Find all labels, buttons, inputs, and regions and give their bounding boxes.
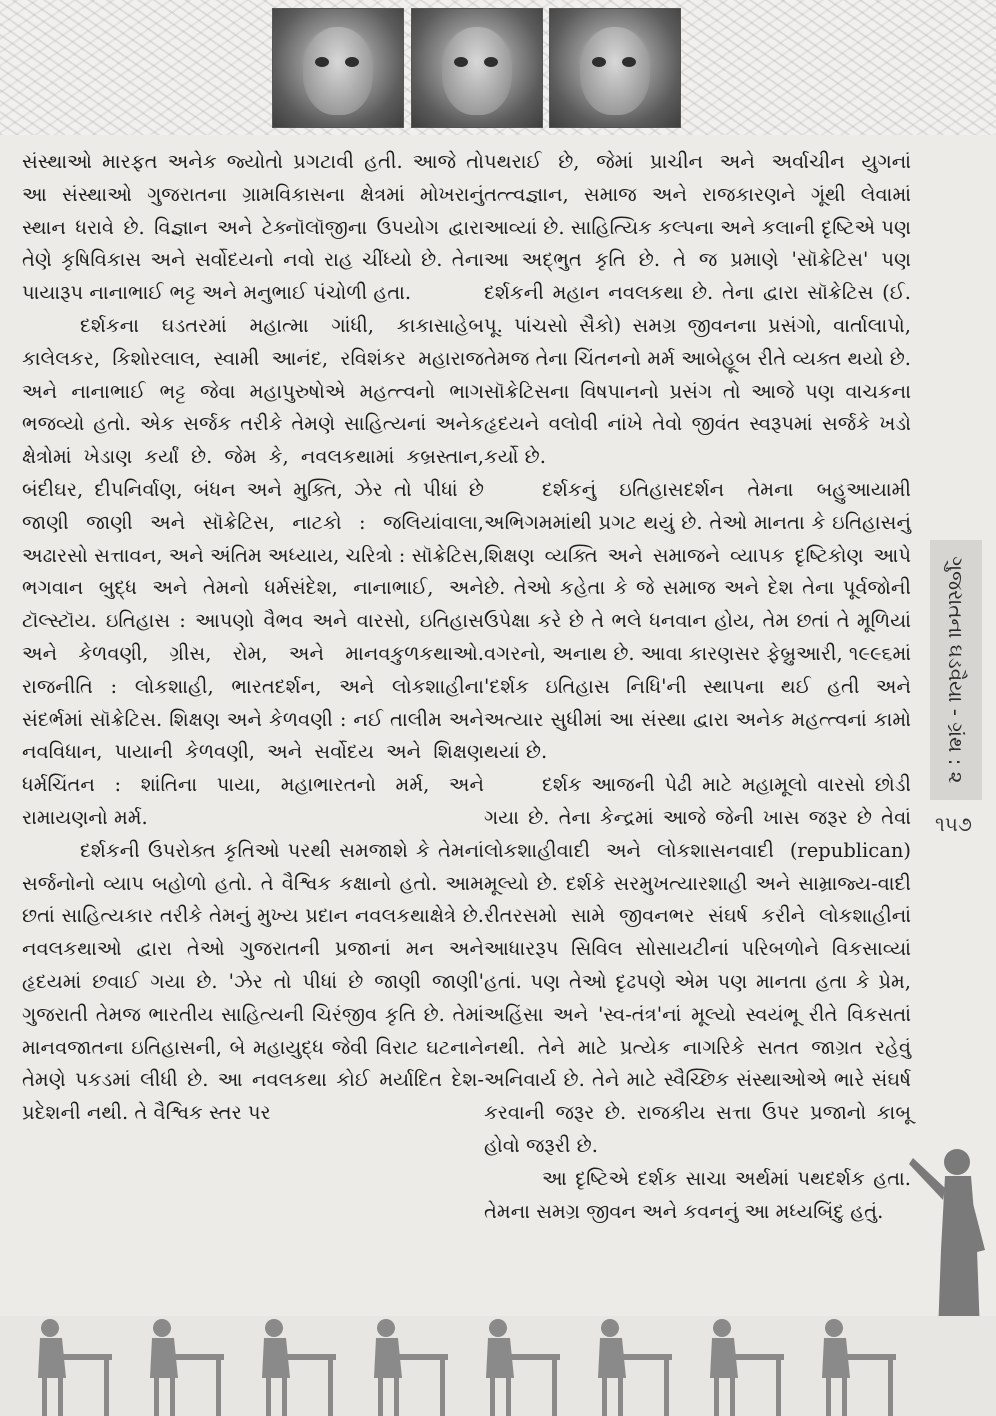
paragraph: દર્શકનું ઇતિહાસદર્શન તેમના બહુઆયામી અભિગમમાંથી પ્રગટ થયું છે. તેઓ માનતા કે ઇતિહાસનું શિક્ષણ વ્યક્તિ અને સમાજને વ્યાપક દૃષ્ટિકોણ આપે છે. તેઓ કહેતા કે જે સમાજ અને દેશ તેના પૂર્વજોની ઉપેક્ષા કરે છે તે ભલે ધનવાન હોય, તેમ છતાં તે મૂળિયાં વગરનો, અનાથ છે. આવા કારણસર ફેબ્રુઆરી, ૧૯૯૬માં 'દર્શક ઇતિહાસ નિધિ'ની સ્થાપના થઈ હતી અને અત્યાર સુધીમાં આ સંસ્થા દ્વારા અનેક મહત્ત્વનાં કામો થયાં છે. (484, 477, 911, 764)
paragraph: પથરાઈ છે, જેમાં પ્રાચીન અને અર્વાચીન યુગનાં તત્ત્વજ્ઞાન, સમાજ અને રાજકારણને ગૂંથી લેવામાં આવ્યાં છે. સાહિત્યિક કલ્પના અને કલાની દૃષ્ટિએ પણ આ અદ્ભુત કૃતિ છે. તે જ પ્રમાણે 'સૉક્રેટિસ' પણ દર્શકની મહાન નવલકથા છે. તેના દ્વારા સૉક્રેટિસ (ઈ. પૂ. પાંચસો સૈકો) સમગ્ર જીવનના પ્રસંગો, વાર્તાલાપો, તેમજ તેના ચિંતનનો મર્મ આબેહૂબ રીતે વ્યક્ત થયો છે. સૉક્રેટિસના વિષપાનનો પ્રસંગ તો આજે પણ વાચકના હૃદયને વલોવી નાંખે તેવો જીવંત સ્વરૂપમાં સર્જકે ખડો કર્યો છે. (484, 150, 911, 469)
side-running-title (930, 540, 982, 800)
side-title-text: ગુજરાતના ઘડવૈયા - ગ્રંથ : ૨ (944, 556, 968, 784)
portrait-photo (411, 8, 543, 128)
page-number: ૧૫૭ (935, 812, 972, 836)
paragraph: દર્શક આજની પેઢી માટે મહામૂલો વારસો છોડી ગયા છે. તેના કેન્દ્રમાં આજે જેની ખાસ જરૂર છે તેવાં લોકશાહીવાદી અને લોકશાસનવાદી (republican) મૂલ્યો છે. દર્શકે સરમુખત્યારશાહી અને સામ્રાજ્ય-વાદી રીતરસમો સામે જીવનભર સંઘર્ષ કરીને લોકશાહીનાં આધારરૂપ સિવિલ સોસાયટીનાં પરિબળોને વિકસાવ્યાં હતાં. પણ તેઓ દૃઢપણે એમ પણ માનતા હતા કે પ્રેમ, અહિંસા અને 'સ્વ-તંત્ર'નાં મૂલ્યો સ્વયંભૂ રીતે વિકસતાં નથી. તેને માટે પ્રત્યેક નાગરિકે સતત જાગ્રત રહેવું અનિવાર્ય છે. તેને માટે સ્વૈચ્છિક સંસ્થાઓએ ભારે સંઘર્ષ કરવાની જરૂર છે. રાજકીય સત્તા ઉપર પ્રજાનો કાબૂ હોવો જરૂરી છે. (484, 773, 911, 1157)
students-at-desks-illustration (0, 1316, 996, 1416)
right-column (484, 146, 911, 1228)
portrait-photo (549, 8, 681, 128)
paragraph: આ દૃષ્ટિએ દર્શક સાચા અર્થમાં પથદર્શક હતા. તેમના સમગ્ર જીવન અને કવનનું આ મધ્યબિંદુ હતું. (484, 1166, 911, 1223)
portrait-photo (272, 8, 404, 128)
paragraph: દર્શકના ઘડતરમાં મહાત્મા ગાંધી, કાકાસાહેબ કાલેલકર, કિશોરલાલ, સ્વામી આનંદ, રવિશંકર મહારાજ અને નાનાભાઈ ભટ્ટ જેવા મહાપુરુષોએ મહત્ત્વનો ભાગ ભજવ્યો હતો. એક સર્જક તરીકે તેમણે સાહિત્યનાં અનેક ક્ષેત્રોમાં ખેડાણ કર્યાં છે. જેમ કે, નવલકથામાં કબ્રસ્તાન, બંદીઘર, દીપનિર્વાણ, બંધન અને મુક્તિ, ઝેર તો પીધાં છે જાણી જાણી અને સૉક્રેટિસ, નાટકો : જલિયાંવાલા, અઢારસો સત્તાવન, અને અંતિમ અધ્યાય, ચરિત્રો : સૉક્રેટિસ, ભગવાન બુદ્ધ અને તેમનો ધર્મસંદેશ, નાનાભાઈ, અને ટૉલ્સ્ટૉય. ઇતિહાસ : આપણો વૈભવ અને વારસો, ઇતિહાસ અને કેળવણી, ગ્રીસ, રોમ, અને માનવકુળકથાઓ. રાજનીતિ : લોકશાહી, ભારતદર્શન, અને લોકશાહીના સંદર્ભમાં સૉક્રેટિસ. શિક્ષણ અને કેળવણી : નઈ તાલીમ અને નવવિધાન, પાયાની કેળવણી, અને સર્વોદય અને શિક્ષણ ધર્મચિંતન : શાંતિના પાયા, મહાભારતનો મર્મ, અને રામાયણનો મર્મ. (22, 313, 484, 829)
paragraph: સંસ્થાઓ મારફત અનેક જ્યોતો પ્રગટાવી હતી. આજે તો આ સંસ્થાઓ ગુજરાતના ગ્રામવિકાસના ક્ષેત્રમાં મોખરાનું સ્થાન ધરાવે છે. વિજ્ઞાન અને ટેક્નૉલૉજીના ઉપયોગ દ્વારા તેણે કૃષિવિકાસ અને સર્વોદયનો નવો રાહ ચીંધ્યો છે. તેના પાયારૂપ નાનાભાઈ ભટ્ટ અને મનુભાઈ પંચોળી હતા. (22, 150, 484, 305)
left-column (22, 146, 484, 1130)
paragraph: દર્શકની ઉપરોક્ત કૃતિઓ પરથી સમજાશે કે તેમનાં સર્જનોનો વ્યાપ બહોળો હતો. તે વૈશ્વિક કક્ષાનો હતો. આમ છતાં સાહિત્યકાર તરીકે તેમનું મુખ્ય પ્રદાન નવલકથાક્ષેત્રે છે. નવલકથાઓ દ્વારા તેઓ ગુજરાતની પ્રજાનાં મન અને હૃદયમાં છવાઈ ગયા છે. 'ઝેર તો પીધાં છે જાણી જાણી' ગુજરાતી તેમજ ભારતીય સાહિત્યની ચિરંજીવ કૃતિ છે. તેમાં માનવજાતના ઇતિહાસની, બે મહાયુદ્ધ જેવી વિરાટ ઘટનાને તેમણે પકડમાં લીધી છે. આ નવલકથા કોઈ મર્યાદિત દેશ-પ્રદેશની નથી. તે વૈશ્વિક સ્તર પર (22, 838, 484, 1125)
